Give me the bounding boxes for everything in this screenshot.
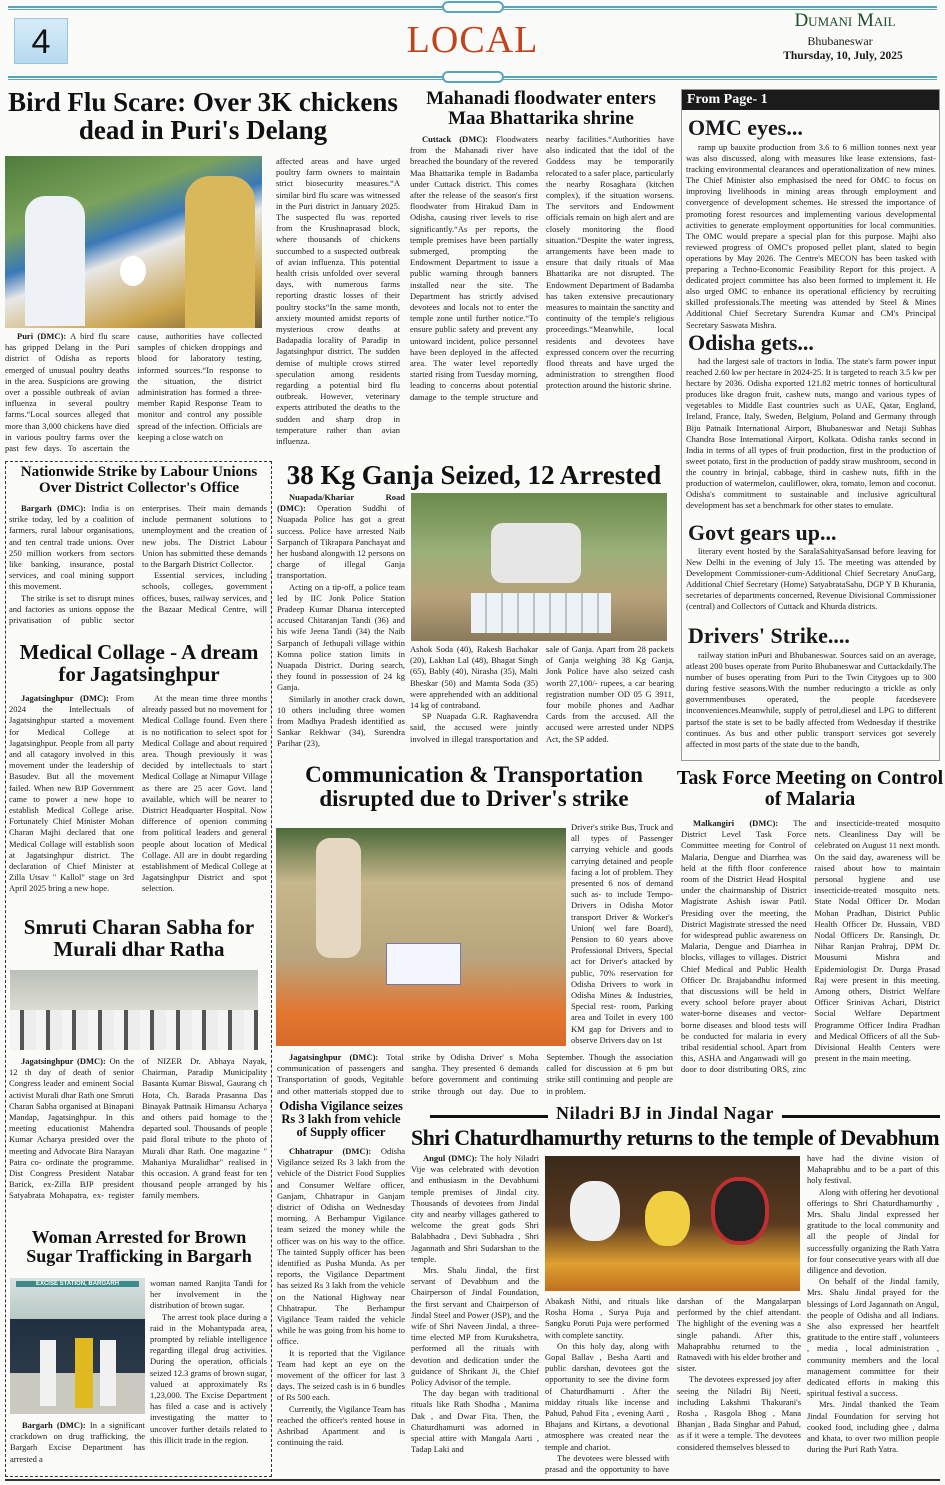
ornament xyxy=(442,1,504,13)
continued-title-omc: OMC eyes... xyxy=(688,115,803,140)
body-text: The District Level Task Force Committee meeting for Control of Malaria, Dengue and Diarrhea was held at the fifth floor conference room of the District Head Hospital under the chairmanship of District Magistrate Ashish iswar Patil. Presiding over the meeting, the District Magistrate stressed the need for widespread public awareness on Malaria, Dengue and Diarrhea in blocks, villages to villages. District Chief Medical and Public Health Officer Dr. Brajabandhu informed that discussions will be held in every school before prayer about water-borne diseases and vector-borne diseases and blood tests will be conducted for malaria in every tribal residential school. Apart from this, ASHA and Anganwadi will go door to door distributing ORS, zinc and insecticide-treated mosquito nets. Cleanliness Day will be celebrated on August 11 next month. On the said day, awareness will be raised about how to maintain personal hygiene and use insecticide-treated mosquito nets. State Nodal Officer Dr. Modan Mohan Pradhan, District Public Health Officer Dr. Hussain, VBD Nodal Officers Dr. Ransingh, Dr. Nihar Ranjan Prahraj, DPM Dr. Mousumi Mishra and Epidemiologist Dr. Durga Prasad Raj were present in this meeting. Among others, District Welfare Officer Srinivas Achari, District Social Welfare Department Programme Officer Indira Pradhan and Medical Officers of all the Sub-Divisional Health Centers were present in the main meeting. xyxy=(681,818,940,1075)
continued-body-drivers xyxy=(686,650,936,750)
headline-drivers-strike: Communication & Transportation disrupted due to Driver's strike xyxy=(305,762,643,812)
headline-bird-flu: Bird Flu Scare: Over 3K chickens dead in Puri's Delang xyxy=(8,87,398,146)
article-communication-side xyxy=(571,822,673,1044)
page-number: 4 xyxy=(14,18,68,64)
article-task-force-body xyxy=(681,818,940,1098)
body-text: A bird flu scare has gripped Delang in the Puri district of Odisha as reports emerged of unusual poultry deaths in the area. Suspicions are growing over a possible outbreak of avian influenza in several poultry farms.“Local sources alleged that more than 3,000 chickens have died in various poultry farms over the past few days. To ascertain the cause, authorities have collected samples of chicken droppings and blood for laboratory testing, informed sources.“In response to the situation, the district administration has formed a three-member Rapid Response Team to monitor and control any possible spread of the infection. Officials are keeping a close watch on xyxy=(5,331,262,454)
body-text: Floodwaters from the Mahanadi river have breached the boundary of the revered Maa Bhattarika temple in Badamba under Cuttack district. This comes after the release of the season's first floodwater from Hirakud Dam in Odisha, causing river levels to rise significantly.“As per reports, the temple premises have been partially submerged, prompting the Endowment Department to issue a public warning through banners installed near the site. The Department has strictly advised devotees and locals not to enter the temple zone until further notice.“To ensure public safety and prevent any untoward incident, police personnel have been deployed in the affected area. The water level reportedly started rising from Tuesday morning, leading to concerns about potential damage to the temple structure and nearby facilities.“Authorities have also indicated that the idol of the Goddess may be temporarily relocated to a safer place, particularly the nearby Rosaghara (kitchen complex), if the situation worsens. The servitors and Endowment officials remain on high alert and are closely monitoring the flood situation.“Despite the water ingress, arrangements have been made to ensure that daily rituals of Maa Bhattarika are not disrupted. The Endowment Department of Badamba has taken extensive precautionary measures to maintain the sanctity and continuity of the temple's religious proceedings.“Meanwhile, local residents and devotees have expressed concern over the recurring flood threats and have urged the administration to strengthen flood protection around the historic shrine. xyxy=(410,134,674,402)
body-text: The holy Niladri Vije was celebrated with devotion and enthusiasm in the Devabhumi temple premises of Jindal city. Thousands of devotees from Jindal city and nearby villages gathered to welcome the great gods Shri Balabhadra , Devi Subhadra , Shri Jagannath and Shri Sudarshan to the temple. xyxy=(411,1153,539,1264)
bottom-rule xyxy=(5,1479,940,1481)
article-niladri-left xyxy=(411,1153,539,1477)
body-text: Mrs. Jindal thanked the Team Jindal Foundation for serving hot cooked food, including ghee , dalma and khata, to over two million people during the Puri Rath Yatra. xyxy=(807,1399,939,1455)
body-text: Acting on a tip-off, a police team led by IIC Jonk Police Station Pradeep Kumar Dharua intercepted accused Chitaranjan Tandi (36) and his wife Jeena Tandi (34) the Naib Sarpanch of Jethupali village within Komna police station limits in Nuapada District. During search, they found in possession of 24 kg Ganja. xyxy=(277,581,405,693)
body-text: On this holy day, along with Gopal Ballav , Besha Aarti and public darshan, devotees got the opportunity to see the divine form of Chaturdhamurti . After the midday rituals like incense and Pahud, Pahud Fita , evening Aarti , Bhajans and Kirtans, a devotional atmosphere was created near the temple and chariot. xyxy=(545,1340,669,1452)
headline-mahanadi: Mahanadi floodwater enters Maa Bhattarika shrine xyxy=(426,88,656,129)
body-text: railway station inPuri and Bhubaneswar. Sources said on an average, atleast 200 buses operate from Purito Bhubaneswar and Cuttackdaily.The number of buses operating from Puri to the Twin Citygoes up to 300 during festive seasons.With the number reducingto a trickle as only governmentbuses operated, the people facedsevere inconveniences.Meanwhile, supply of petrol,diesel and LPG to different partsof the state is set to be badly affected from Wednesday if thestrike continues. As bus and other public transport services got severely affected in most parts of the state due to the bandh, xyxy=(686,650,936,749)
dateline: Bargarh (DMC): xyxy=(22,1420,86,1430)
article-woman-body xyxy=(10,1420,145,1468)
article-niladri-right xyxy=(807,1153,939,1477)
photo-drivers-protest xyxy=(276,828,566,1046)
dateline: Bargarh (DMC): xyxy=(21,503,86,513)
continued-body-omc xyxy=(686,142,936,332)
niladri-kicker: Niladri BJ in Jindal Nagar xyxy=(548,1104,782,1123)
article-communication-body xyxy=(277,1052,673,1098)
photo-bird-flu-inspection xyxy=(5,156,262,328)
edition-city: Bhubaneswar xyxy=(807,34,873,48)
body-text: have had the divine vision of Mahaprabhu and to be a part of this holy festival. xyxy=(807,1153,939,1186)
headline-task-force: Task Force Meeting on Control of Malaria xyxy=(676,767,944,810)
body-text: The devotees were blessed with prasad and the opportunity to have darshan of the Mangalarpan performed by the chief attendant. The highlight of the evening was a single pahandi. After this, Mahaprabhu returned to the Ratnavedi with his elder brother and sister. xyxy=(545,1296,801,1475)
masthead: Dumani Mail xyxy=(794,10,896,31)
dateline: Cuttack (DMC): xyxy=(422,134,489,144)
article-medical-body xyxy=(9,693,267,915)
article-mahanadi-body xyxy=(410,134,674,456)
article-nationwide-body xyxy=(9,503,267,637)
body-text: The arrest took place during a raid in the Mohantypada area, prompted by reliable intelligence regarding illegal drug activities. During the operation, officials seized 12.3 grams of brown sugar, valued at approximately Rs 1,23,000. The Excise Department has filed a case and is actively investigating the matter to uncover further details related to this illicit trade in the region. xyxy=(150,1311,267,1445)
body-text: In a significant crackdown on drug trafficking, the Bargarh Excise Department has arrested a xyxy=(10,1420,145,1464)
headline-vigilance: Odisha Vigilance seizes Rs 3 lakh from vehicle of Supply officer xyxy=(279,1099,403,1140)
article-bird-flu-body xyxy=(5,331,262,455)
dateline: Malkangiri (DMC): xyxy=(693,818,779,828)
body-text: had the largest sale of tractors in India. The state's farm power input reached 2.60 kw per hectare in 2024-25. It is targeted to reach 3.5 kw per hectare by 2036. Odisha exported 121.82 metric tonnes of horticultural produces like dragon fruit, cashew nuts, mango and various types of vegetables to Middle East countries such as UAE, Qatar, England, Ireland, France, Italy, Sweden, Belgium, Poland and Germany through Biju Patnaik International Airport, Bhubaneswar and Netaji Subhas Chandra Bose International Airport, Kolkata. Odisha ranks second in India in terms of all types of fruit production, first in the production of sweet potato, first in the production of paddy straw mushroom, second in the country in brinjal, cabbage, third in cashew nuts, fifth in the production of watermelon, cauliflower, okra, tomato, lemon and coconut. Odisha's commitment to sustainable and inclusive agricultural development has set a benchmark for other states to emulate. xyxy=(686,356,936,511)
photo-smruti-sabha xyxy=(10,970,258,1050)
body-text: The day began with traditional rituals like Rath Shodha , Manima Dak , and Dwar Fita. Then, the Chaturdhamurti was adorned in special attire with Mangala Aarti , Tadap Laki and xyxy=(411,1388,539,1455)
continued-title-drivers: Drivers' Strike.... xyxy=(688,623,850,648)
body-text: SP Nuapada G.R. Raghavendra said, the accused were jointly involved in illegal transportation and sale of Ganja. Apart from 28 packets of Ganja weighing 38 Kg Ganja, Jonk Police have also seized cash worth 27,100/- rupees, a car bearing registration number OD 05 G 3911, four mobile phones and Aadhar Cards from the accused. All the accused were arrested under NDPS Act, the SP added. xyxy=(410,644,674,744)
body-text: Essential services, including schools, colleges, government offices, buses, railway services, and the Bazaar Medical Centre, will xyxy=(142,570,267,614)
article-smruti-body xyxy=(9,1056,267,1226)
continued-title-odisha: Odisha gets... xyxy=(688,330,814,355)
article-woman-continued xyxy=(150,1278,267,1470)
ornament xyxy=(442,71,504,83)
body-text: Similarly in another crack down, 10 others including three women from Madhya Pradesh identified as Sankar Rekhwar (34), Surendra Parihar (23), xyxy=(277,693,405,749)
body-text: Operation Suddhi of Nuapada Police has got a great success. Police have arrested Naib Sarpanch of Tikrapara Panchayat and her husband alongwith 12 persons on charge of illegal Ganja transportation. xyxy=(277,503,405,581)
section-title: LOCAL xyxy=(406,19,539,61)
body-text: Abakash Nithi, and rituals like Rosha Homa , Surya Puja and Sangku Poruti Puja were performed with complete sanctity. xyxy=(545,1296,669,1340)
headline-smruti-charan: Smruti Charan Sabha for Murali dhar Ratha xyxy=(23,915,255,962)
body-text: ramp up bauxite production from 3.6 to 6 million tonnes next year was also discussed, along with measures like lease extensions, fast-tracking environmental clearances and operationalization of new mines. The Chief Minister also emphasised the need for OMC to focus on improving livelihoods in mining areas through employment and convergence of development schemes. He stressed the importance of promoting forest resources and implementing various developmental activities to generate employment opportunities for local communities. The OMC would prepare a special plan for this purpose. Majhi also reviewed progress of OMC's proposed pellet plant, slated to begin operations by May 2026. The Centre's MECON has been tasked with preparing a Techno-Economic Feasibility Report for this project. A dedicated project committee has also been formed to implement it. He also urged OMC to enhance its operational efficiency by recruiting skilled professionals.The meeting was attended by Steel & Mines Additional Chief Secretary Surendra Kumar and CM's Principal Secretary Saswata Mishra. xyxy=(686,142,936,330)
from-page-1-label: From Page- 1 xyxy=(682,90,939,110)
headline-niladri: Shri Chaturdhamurthy returns to the temple of Devabhum xyxy=(410,1125,940,1150)
dateline: Nuapada/Khariar Road (DMC): xyxy=(277,492,405,514)
body-text: On the 12 th day of death of senior Congress leader and eminent Social activist Murali dhar Rath one Smruti Charan Sabha organised at Binapani Mandap, Jagatsinghpur. In this meeting educationist Mahendra Kumar Acharya presided over the meeting and Advocate Bira Narayan Patra co- ordinate the programme. Dist Congress President Natabar Barick, ex-Zilla BJP president Satyabrata Mohapatra, ex- register of NIZER Dr. Abhaya Nayak, Chairman, Paradip Municipality Basanta Kumar Biswal, Gaurang ch Hota, Ch. Barada Prasanna Das Binayak Pattnaik Himansu Acharya and others paid homage to the departed soul. Thousands of people paid floral tribute to the photo of Murali dhar Rath. One magazine " Mahaniya Muralidhar" realised in this occasion. A grand feast for ten thousand people arranged by his family members. xyxy=(9,1056,267,1201)
headline-nationwide-strike: Nationwide Strike by Labour Unions Over District Collector's Office xyxy=(20,464,258,496)
body-text: affected areas and have urged poultry farm owners to maintain strict biosecurity measures.“A similar bird flu scare was witnessed in the Puri district in January 2025. The suspected flu was reported from the Krushnaprasad block, where thousands of chickens succumbed to a suspected outbreak of avian influenza. This potential health crisis unfolded over several days, with numerous farms reporting drastic losses of their poultry stocks“In the same month, anxiety mounted amidst reports of mysterious crow deaths at Badapadia locality of Paradip in Jagatsinghpur district. The sudden demise of multiple crows stirred speculation among residents regarding a potential bird flu outbreak. However, veterinary experts attributed the deaths to the sudden and sharp drop in temperature rather than avian influenza. xyxy=(276,156,400,447)
headline-woman-arrested: Woman Arrested for Brown Sugar Trafficking in Bargarh xyxy=(26,1227,252,1266)
body-text: The devotees expressed joy after seeing the Niladri Bij Neeti, including Lakshmi Thakurani's Rosha , Rasgola Bhog , Mana Bhanjan , Bada Singhar and Pahud, as if it were a temple. The devotees considered themselves blessed to xyxy=(677,1374,801,1452)
body-text: Ashok Soda (40), Rakesh Bachakar (20), Lakhan Lal (48), Bhagat Singh (65), Bably (40), Nirasha (35), Malti Bheskar (50) and Mamta Soda (35) were apprehended with an additional 14 kg of contraband. xyxy=(410,644,538,711)
body-text: literary event hosted by the SaralaSahityaSansad before leaving for New Delhi in the evening of July 15. The meeting was attended by Development Commissioner-cum-Additional Chief Secretary AnuGarg, Additional Chief Secretary (Home) SatyabrataSahu, DGP Y B Khurania, secretaries of departments concerned, Revenue Divisional Commissioner (central) and Collectors of Cuttack and Khurda districts. xyxy=(686,546,936,612)
dateline: Chhatrapur (DMC): xyxy=(289,1146,372,1156)
body-text: On behalf of the Jindal family, Mrs. Shalu Jindal prayed for the blessings of Lord Jagannath on Angul, the people of Odisha and all Indians. She also expressed her heartfelt gratitude to the entire staff , volunteers , media , local administration , community members and the local management committee for their dedicated efforts in making this spiritual festival a success. xyxy=(807,1276,939,1399)
dateline: Jagatsinghpur (DMC): xyxy=(21,1056,106,1066)
article-bird-flu-continued xyxy=(276,156,400,456)
protest-banner xyxy=(386,943,461,985)
article-ganja-body xyxy=(277,492,405,760)
photo-chaturdhamurthy xyxy=(545,1156,800,1291)
headline-ganja: 38 Kg Ganja Seized, 12 Arrested xyxy=(286,460,662,490)
headline-medical-college: Medical Collage - A dream for Jagatsinghpur xyxy=(19,640,259,687)
dateline: Jagatsinghpur (DMC): xyxy=(289,1052,379,1062)
body-text: From 2024 the Intellectuals of Jagatsinghpur started a movement for Medical College at Jagatsinghpur. People from all party and all catagory involved in this movement under the leadership of Basudev. But all the movement failed. When new BJP Government came to power a new hope to establish Medical College arise. Fortunately Chief Minister Mohan Charan Majhi declared that one Medical Collage will establish soon at Jagatsinghpur district. The declaration of Chief Minister at Zilla Utsav " Kallol" stage on 3rd April 2025 bring a new hope. xyxy=(9,693,134,894)
article-vigilance-body xyxy=(277,1146,405,1476)
photo-ganja-seizure xyxy=(411,493,667,641)
dateline: Jagatsinghpur (DMC): xyxy=(21,693,109,703)
body-text: Total communication of passengers and Transportation of goods, Vegitable and other matterials stopped due to strike by Odisha Driver' s Moha sangha. They presented 6 demands before government and continuing strike through out day. Due to September. Though the association called for discussion at 6 pm but strike still continuing and people are in problem. xyxy=(277,1052,673,1096)
continued-body-govt xyxy=(686,546,936,624)
dateline: Puri (DMC): xyxy=(17,331,67,341)
article-ganja-continued xyxy=(410,644,674,760)
body-text: woman named Ranjita Tandi for her involvement in the distribution of brown sugar. xyxy=(150,1278,267,1311)
dateline: Angul (DMC): xyxy=(423,1153,478,1163)
body-text: Currently, the Vigilance Team has reached the officer's rented house in Ashribad Apartment and is continuing the raid. xyxy=(277,1403,405,1448)
body-text: At the mean time three months already passed but no movement for Medical Collage found. Even there is no notification to select spot for Medical Collage and about required area. Though previously it was decided by intellectuals to start Medical Collage at Nimapur Village as there are 25 acer Govt. land available, which will be nearer to District Headquarter Hospital. Now difference of openion comming from political leaders and general people about location of Medical Collage. All are in doubt regarding establishment of Medical College at Jagatsinghpur District and spot selection. xyxy=(142,693,267,894)
body-text: Odisha Vigilance seized Rs 3 lakh from the vehicle of the District Food Supplies and Consumer Welfare officer, Ganjam, Chhatrapur in Ganjam district of Odisha on Wednesday morning. A Berhampur Vigilance team seized the money while the officer was on his way to the office. The tainted Supply officer has been identified as Pusha Munda. As per reports, the Vigilance Department has seized Rs 3 lakh from the vehicle on the National Highway near Chhatrapur. The Berhampur Vigilance Team raided the vehicle while he was going from his home to office. xyxy=(277,1146,405,1347)
excise-sign: EXCISE STATION, BARGARH xyxy=(16,1281,139,1287)
body-text: Along with offering her devotional offerings to Shri Chaturdhamurthy , Mrs. Shalu Jindal expressed her gratitude to the local community and all the people of Jindal for successfully organizing the Rath Yatra for four consecutive years with all due diligence and devotion. xyxy=(807,1186,939,1276)
body-text: Mrs. Shalu Jindal, the first servant of Devabhum and the Chairperson of Jindal Foundation, the first servant and Chairperson of Jindal Steel and Power (JSP), and the wife of Shri Naveen Jindal, a three-time elected MP from Kurukshetra, performed all the rituals with devotion and dedication under the guidance of Shrikant Ji, the Chief Policy Advisor of the temple. xyxy=(411,1265,539,1388)
body-text: It is reported that the Vigilance Team had kept an eye on the movement of the officer for last 3 days. The seized cash is in 6 bundles of Rs 500 each. xyxy=(277,1347,405,1403)
article-niladri-middle xyxy=(545,1296,801,1476)
photo-excise-station xyxy=(10,1278,145,1414)
body-text: Driver's strike Bus, Truck and all types of Passenger carrying vehicle and goods carrying detained and people facing a lot of problem. They presented 6 nos of demand such as- to include Tempo- Drivers in Odisha Motor transport Driver & Worker's Union( wel fare Board), Pension to 60 years above Professional Drivers, Special act for Driver's attacked by public, 70% reservation for Odisha Drivers to work in Odisha Mines & Industries, Special rest- room, Parking area and Toilet in every 100 KM gap for Drivers and to observe Drivers day on 1st xyxy=(571,822,673,1044)
continued-body-odisha xyxy=(686,356,936,522)
body-text: The strike is set to disrupt mines and factories as unions oppose the privatisation of public sector enterprises. Their main demands include permanent solutions to unemployment and the creation of new jobs. The District Labour Union has submitted these demands to the Bargarh District Collector. xyxy=(9,503,267,626)
edition-date: Thursday, 10, July, 2025 xyxy=(783,50,903,62)
body-text: India is on strike today, led by a coalition of farmers, rural labour organisations, and ten central trade unions. Over 250 million workers from sectors like banking, insurance, postal services, and coal mining support this movement. xyxy=(9,503,134,592)
continued-title-govt: Govt gears up... xyxy=(688,520,837,545)
